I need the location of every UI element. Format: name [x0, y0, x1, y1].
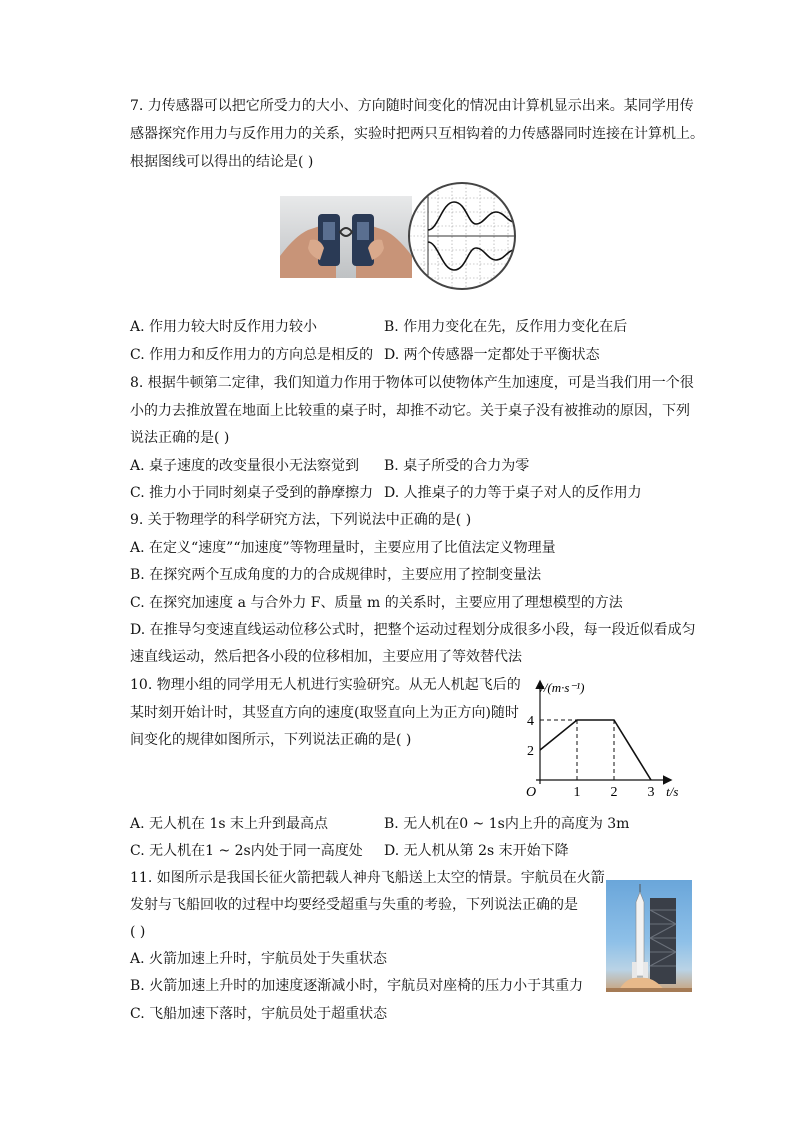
q8-stem-line2: 小的力去推放置在地面上比较重的桌子时，却推不动它。关于桌子没有被推动的原因，下列 — [130, 403, 690, 419]
q11-stem-line3: ( ) — [130, 924, 146, 940]
q8-stem-line3: 说法正确的是( ) — [130, 430, 230, 446]
q7-stem-line3: 根据图线可以得出的结论是( ) — [130, 154, 314, 170]
q10-option-b[interactable]: B. 无人机在0 ~ 1s内上升的高度为 3m — [384, 816, 630, 832]
y-axis-label: v/(m·s⁻¹) — [538, 680, 585, 695]
q9-stem: 9. 关于物理学的科学研究方法，下列说法中正确的是( ) — [130, 512, 472, 528]
q10-option-c[interactable]: C. 无人机在1 ~ 2s内处于同一高度处 — [130, 843, 363, 859]
q10-stem-line3: 间变化的规律如图所示，下列说法正确的是( ) — [130, 732, 412, 748]
x-tick-label-1: 1 — [573, 785, 581, 796]
q10-stem-line2: 某时刻开始计时，其竖直方向的速度(取竖直向上为正方向)随时 — [130, 705, 519, 721]
q11-stem-line1: 11. 如图所示是我国长征火箭把载人神舟飞船送上太空的情景。宇航员在火箭 — [130, 870, 605, 886]
q9-option-d-cont: 速直线运动，然后把各小段的位移相加，主要应用了等效替代法 — [130, 649, 522, 665]
q11-option-c[interactable]: C. 飞船加速下落时，宇航员处于超重状态 — [130, 1006, 388, 1022]
q11-option-b[interactable]: B. 火箭加速上升时的加速度逐渐减小时，宇航员对座椅的压力小于其重力 — [130, 978, 584, 994]
rocket-launch-photo — [606, 880, 692, 992]
q7-option-c[interactable]: C. 作用力和反作用力的方向总是相反的 — [130, 347, 374, 363]
q10-stem-line1: 10. 物理小组的同学用无人机进行实验研究。从无人机起飞后的 — [130, 677, 521, 693]
x-axis-label: t/s — [666, 784, 679, 796]
q10-option-d[interactable]: D. 无人机从第 2s 末开始下降 — [384, 843, 569, 859]
velocity-time-chart — [510, 676, 700, 796]
x-tick-label-3: 3 — [647, 785, 655, 796]
q9-option-b[interactable]: B. 在探究两个互成角度的力的合成规律时，主要应用了控制变量法 — [130, 567, 542, 583]
q9-option-c[interactable]: C. 在探究加速度 a 与合外力 F、质量 m 的关系时，主要应用了理想模型的方法 — [130, 595, 623, 611]
q9-option-a[interactable]: A. 在定义“速度”“加速度”等物理量时，主要应用了比值法定义物理量 — [130, 540, 556, 556]
q8-option-b[interactable]: B. 桌子所受的合力为零 — [384, 458, 530, 474]
velocity-series-line — [540, 720, 651, 780]
origin-label: O — [526, 785, 537, 796]
q7-option-b[interactable]: B. 作用力变化在先，反作用力变化在后 — [384, 319, 628, 335]
y-tick-label-2: 2 — [527, 744, 534, 759]
force-time-graph — [410, 184, 514, 288]
q8-option-a[interactable]: A. 桌子速度的改变量很小无法察觉到 — [130, 458, 360, 474]
q9-option-d[interactable]: D. 在推导匀变速直线运动位移公式时，把整个运动过程划分成很多小段，每一段近似看成匀 — [130, 622, 696, 638]
q11-stem-line2: 发射与飞船回收的过程中均要经受超重与失重的考验，下列说法正确的是 — [130, 897, 578, 913]
q8-option-d[interactable]: D. 人推桌子的力等于桌子对人的反作用力 — [384, 485, 642, 501]
oscilloscope-display — [408, 182, 516, 290]
rocket-illustration — [606, 880, 692, 992]
q8-option-c[interactable]: C. 推力小于同时刻桌子受到的静摩擦力 — [130, 485, 374, 501]
y-tick-label-4: 4 — [527, 714, 534, 729]
q8-stem-line1: 8. 根据牛顿第二定律，我们知道力作用于物体可以使物体产生加速度，可是当我们用一个很 — [130, 375, 694, 391]
q7-option-d[interactable]: D. 两个传感器一定都处于平衡状态 — [384, 347, 600, 363]
q7-option-a[interactable]: A. 作用力较大时反作用力较小 — [130, 319, 318, 335]
hands-illustration — [280, 196, 412, 278]
q7-stem-line1: 7. 力传感器可以把它所受力的大小、方向随时间变化的情况由计算机显示出来。某同学用传 — [130, 98, 694, 114]
q10-option-a[interactable]: A. 无人机在 1s 末上升到最高点 — [130, 816, 329, 832]
force-sensors-photo — [280, 196, 412, 278]
x-tick-label-2: 2 — [610, 785, 618, 796]
q7-stem-line2: 感器探究作用力与反作用力的关系，实验时把两只互相钩着的力传感器同时连接在计算机上。 — [130, 126, 704, 142]
q11-option-a[interactable]: A. 火箭加速上升时，宇航员处于失重状态 — [130, 951, 388, 967]
